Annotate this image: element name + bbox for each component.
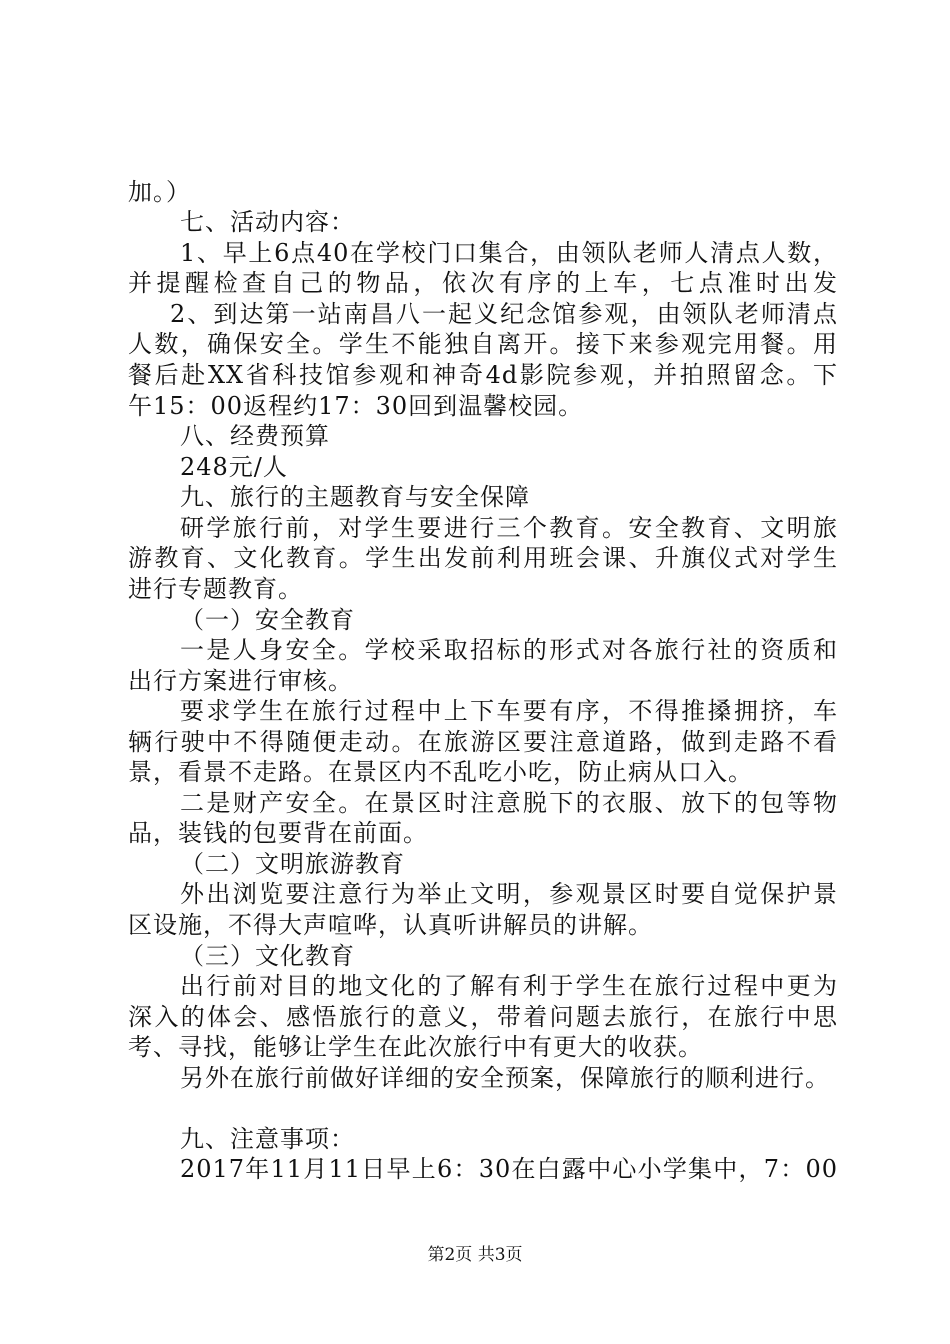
text-line: 辆行驶中不得随便走动。在旅游区要注意道路，做到走路不看: [128, 728, 838, 756]
text-line: 品，装钱的包要背在前面。: [128, 819, 428, 847]
text-line: 要求学生在旅行过程中上下车要有序，不得推搡拥挤，车: [180, 697, 838, 725]
sub-heading: （二）文明旅游教育: [180, 850, 405, 878]
text-line: 248元/人: [180, 453, 288, 481]
section-heading: 八、经费预算: [180, 422, 330, 450]
text-line: 另外在旅行前做好详细的安全预案，保障旅行的顺利进行。: [180, 1064, 830, 1092]
text-line: 考、寻找，能够让学生在此次旅行中有更大的收获。: [128, 1033, 703, 1061]
text-line: 人数，确保安全。学生不能独自离开。接下来参观完用餐。用: [128, 330, 838, 358]
text-line: 并提醒检查自己的物品，依次有序的上车，七点准时出发: [128, 269, 838, 297]
page-number-footer: 第2页 共3页: [427, 1245, 523, 1265]
text-line: 1、早上6点40在学校门口集合，由领队老师人清点人数，: [180, 239, 838, 267]
text-line: 加。）: [128, 178, 191, 206]
section-heading: 九、旅行的主题教育与安全保障: [180, 483, 530, 511]
section-heading: 七、活动内容：: [180, 208, 355, 236]
text-line: 出行前对目的地文化的了解有利于学生在旅行过程中更为: [180, 972, 838, 1000]
text-line: 一是人身安全。学校采取招标的形式对各旅行社的资质和: [180, 636, 838, 664]
text-line: 游教育、文化教育。学生出发前利用班会课、升旗仪式对学生: [128, 544, 838, 572]
text-line: 外出浏览要注意行为举止文明，参观景区时要自觉保护景: [180, 880, 838, 908]
text-line: 区设施，不得大声喧哗，认真听讲解员的讲解。: [128, 911, 653, 939]
section-heading: 九、注意事项：: [180, 1125, 355, 1153]
text-line: 午15：00返程约17：30回到温馨校园。: [128, 392, 584, 420]
sub-heading: （一）安全教育: [180, 606, 355, 634]
text-line: 餐后赴XX省科技馆参观和神奇4d影院参观，并拍照留念。下: [128, 361, 838, 389]
text-line: 深入的体会、感悟旅行的意义，带着问题去旅行，在旅行中思: [128, 1003, 838, 1031]
text-line: 进行专题教育。: [128, 575, 303, 603]
text-line: 二是财产安全。在景区时注意脱下的衣服、放下的包等物: [180, 789, 838, 817]
text-line: 2、到达第一站南昌八一起义纪念馆参观，由领队老师清点: [170, 300, 838, 328]
text-line: 研学旅行前，对学生要进行三个教育。安全教育、文明旅: [180, 514, 838, 542]
text-line: 2017年11月11日早上6：30在白露中心小学集中，7：00: [180, 1155, 838, 1183]
text-line: 景，看景不走路。在景区内不乱吃小吃，防止病从口入。: [128, 758, 753, 786]
text-line: 出行方案进行审核。: [128, 667, 353, 695]
sub-heading: （三）文化教育: [180, 942, 355, 970]
